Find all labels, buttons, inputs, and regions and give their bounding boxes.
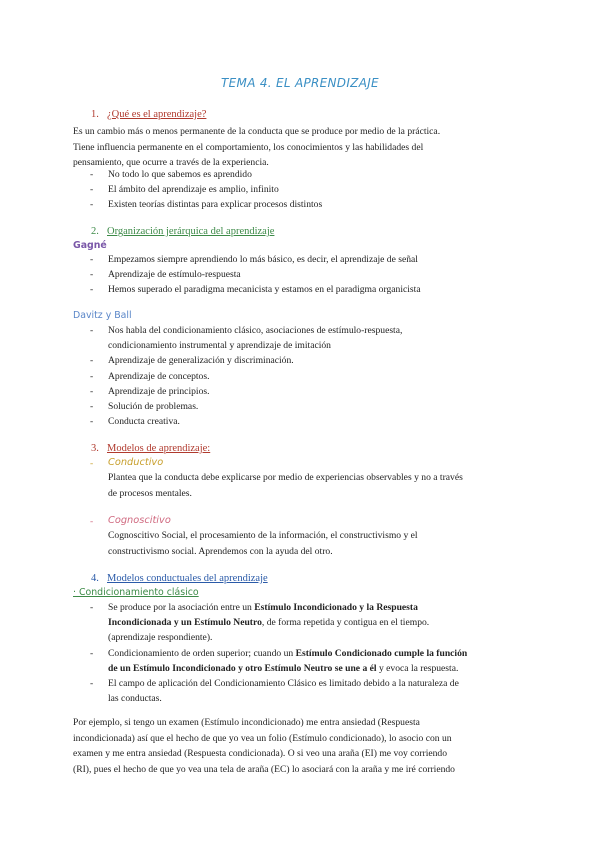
list-item: - Solución de problemas. (90, 401, 199, 413)
list-item: - El ámbito del aprendizaje es amplio, infinito (90, 184, 279, 196)
list-item: - Existen teorías distintas para explicar procesos distintos (90, 199, 323, 211)
section-4-heading: Modelos conductuales del aprendizaje (107, 573, 268, 584)
text-line: Cognoscitivo Social, el procesamiento de la información, el constructivismo y el (108, 530, 418, 541)
davitz-list (90, 323, 402, 429)
section-2-number: 2. (91, 226, 99, 237)
section-4-number: 4. (91, 573, 99, 584)
conductivo-text (108, 470, 518, 501)
section-1-number: 1. (91, 109, 99, 120)
list-item: - Aprendizaje de generalización y discriminación. (90, 355, 294, 367)
cognoscitivo-text (108, 528, 518, 559)
section-1-heading: ¿Qué es el aprendizaje? (107, 109, 207, 120)
text-line: Por ejemplo, si tengo un examen (Estímulo incondicionado) me entra ansiedad (Respuesta (73, 717, 420, 728)
conductivo-subheading: Conductivo (108, 457, 164, 468)
section-1-list (90, 167, 322, 213)
list-item: - Empezamos siempre aprendiendo lo más básico, es decir, el aprendizaje de señal (90, 254, 418, 265)
list-item: - Aprendizaje de estímulo-respuesta (90, 269, 241, 281)
text-line: Es un cambio más o menos permanente de la conducta que se produce por medio de la práctica. (73, 126, 441, 137)
text-line: examen y me entra ansiedad (Respuesta condicionada). O si veo una araña (EI) me voy corriendo (73, 748, 448, 759)
davitz-subheading: Davitz y Ball (73, 310, 132, 321)
list-item: - No todo lo que sabemos es aprendido (90, 169, 252, 180)
section-3-heading: Modelos de aprendizaje: (107, 443, 211, 454)
cognoscitivo-subheading: Cognoscitivo (108, 515, 171, 526)
clasico-subheading: · Condicionamiento clásico (73, 587, 199, 598)
page-title: TEMA 4. EL APRENDIZAJE (221, 76, 379, 90)
list-item: - Nos habla del condicionamiento clásico, asociaciones de estímulo-respuesta, condicionamiento instrumental y aprendizaje de imitación (90, 325, 403, 352)
example-paragraph (73, 715, 528, 777)
gagne-subheading: Gagné (73, 240, 107, 251)
text-line: pensamiento, que ocurre a través de la experiencia. (73, 157, 269, 168)
list-item: - Conducta creativa. (90, 416, 180, 428)
section-1-definition (73, 124, 528, 171)
list-item: - Aprendizaje de principios. (90, 385, 210, 397)
list-item: - Hemos superado el paradigma mecanicista y estamos en el paradigma organicista (90, 284, 421, 296)
list-item: - Aprendizaje de conceptos. (90, 370, 210, 382)
text-line: de procesos mentales. (108, 487, 192, 499)
section-2-heading: Organización jerárquica del aprendizaje (107, 226, 275, 237)
conductivo-dash: - (90, 458, 94, 469)
list-item: - El campo de aplicación del Condicionamiento Clásico es limitado debido a la naturaleza de las conductas. (90, 678, 459, 705)
list-item: - Se produce por la asociación entre un Estímulo Incondicionado y la Respuesta Incondicionada y un Estímulo Neutro, de forma repetida y contigua en el tiempo. (aprendizaje respondiente). (90, 602, 430, 644)
text-line: incondicionada) así que el hecho de que yo vea un folio (Estímulo condicionado), lo asocio con un (73, 732, 452, 744)
text-line: constructivismo social. Aprendemos con la ayuda del otro. (108, 545, 333, 557)
text-line: (RI), pues el hecho de que yo vea una tela de araña (EC) lo asociará con la araña y me iré corriendo (73, 763, 455, 775)
text-line: Plantea que la conducta debe explicarse por medio de experiencias observables y no a través (108, 472, 463, 483)
cognoscitivo-dash: - (90, 516, 94, 527)
gagne-list (90, 252, 421, 298)
list-item: - Condicionamiento de orden superior; cuando un Estímulo Condicionado cumple la función de un Estímulo Incondicionado y otro Estímulo Neutro se une a él y evoca la respuesta. (90, 647, 468, 674)
clasico-list (90, 600, 467, 706)
section-3-number: 3. (91, 443, 99, 454)
text-line: Tiene influencia permanente en el comportamiento, los conocimientos y las habilidades del (73, 141, 424, 153)
